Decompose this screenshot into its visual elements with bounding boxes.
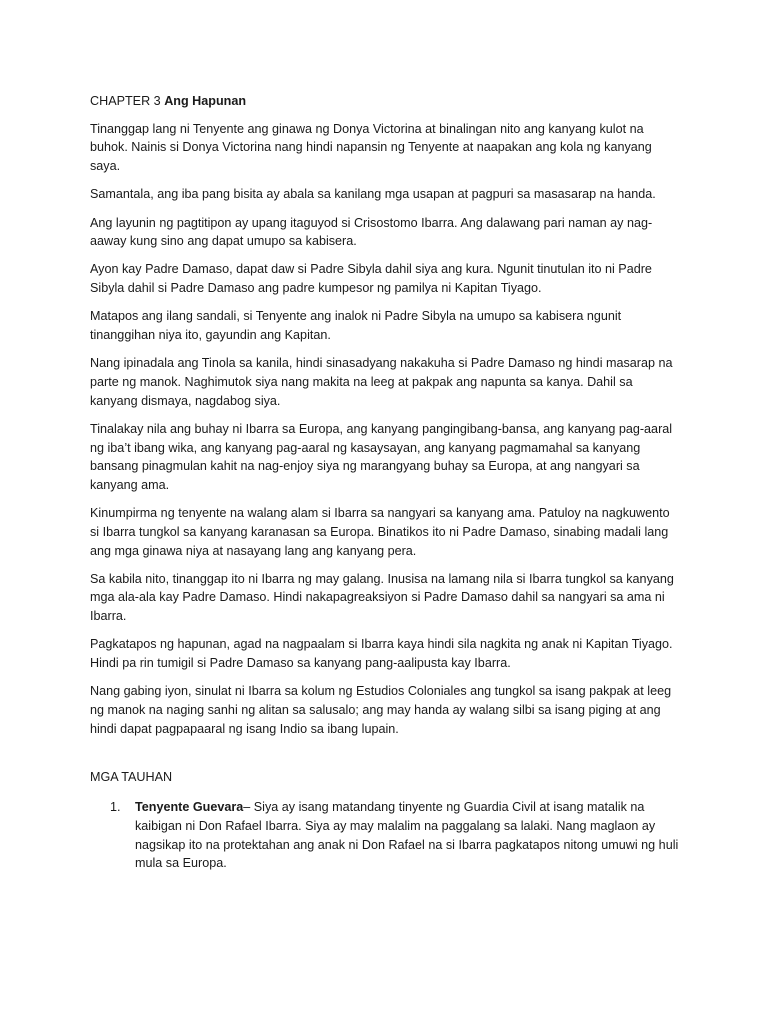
- chapter-title: Ang Hapunan: [164, 94, 247, 108]
- paragraph: Kinumpirma ng tenyente na walang alam si Ibarra sa nangyari sa kanyang ama. Patuloy na nagkuwento si Ibarra tungkol sa kanyang karanasan sa Europa. Binatikos ito ni Padre Damaso, sinabing madali lang ang mga ginawa niya at nasayang lang ang kanyang pera.: [90, 506, 670, 558]
- list-number: 1.: [110, 800, 121, 815]
- chapter-heading: [90, 92, 682, 111]
- paragraph: Ayon kay Padre Damaso, dapat daw si Padre Sibyla dahil siya ang kura. Ngunit tinutulan ito ni Padre Sibyla dahil si Padre Damaso ang padre kumpesor ng pamilya ni Kapitan Tiyago.: [90, 262, 652, 296]
- paragraph: Samantala, ang iba pang bisita ay abala sa kanilang mga usapan at pagpuri sa masasarap na handa.: [90, 187, 656, 202]
- chapter-label: CHAPTER 3: [90, 94, 161, 108]
- paragraph: Pagkatapos ng hapunan, agad na nagpaalam si Ibarra kaya hindi sila nagkita ng anak ni Kapitan Tiyago. Hindi pa rin tumigil si Padre Damaso sa kanyang pang-aalipusta kay Ibarra.: [90, 637, 673, 671]
- character-name: Tenyente Guevara: [135, 800, 244, 815]
- character-list: [90, 798, 682, 873]
- section-heading: MGA TAUHAN: [90, 770, 173, 785]
- character-description: – Siya ay isang matandang tinyente ng Guardia Civil at isang matalik na kaibigan ni Don Rafael Ibarra. Siya ay may malalim na paggalang sa lalaki. Nang maglaon ay nagsikap ito na protektahan ang anak ni Don Rafael na si Ibarra pagkatapos nitong umuwi ng huli mula sa Europa.: [135, 800, 679, 871]
- paragraph: Sa kabila nito, tinanggap ito ni Ibarra ng may galang. Inusisa na lamang nila si Ibarra tungkol sa kanyang mga ala-ala kay Padre Damaso. Hindi nakapagreaksiyon si Padre Damaso dahil sa nangyari sa ama ni Ibarra.: [90, 571, 674, 624]
- paragraph: Tinalakay nila ang buhay ni Ibarra sa Europa, ang kanyang pangingibang-bansa, ang kanyang pag-aaral ng iba’t ibang wika, ang kanyang pag-aaral ng kasaysayan, ang kanyang pagmamahal sa kanyang bansang pinagmulan kahit na nag-enjoy siya ng marangyang buhay sa Europa, at ang nangyari sa kanyang ama.: [90, 421, 673, 492]
- paragraph: Nang gabing iyon, sinulat ni Ibarra sa kolum ng Estudios Coloniales ang tungkol sa isang pakpak at leeg ng manok na naging sanhi ng alitan sa salusalo; ang may handa ay walang silbi sa isang piging at ang hindi dapat pagpapaaral ng isang Indio sa ibang lupain.: [90, 684, 672, 736]
- paragraph: Tinanggap lang ni Tenyente ang ginawa ng Donya Victorina at binalingan nito ang kanyang kulot na buhok. Nainis si Donya Victorina nang hindi napansin ng Tenyente at naapakan ang kola ng kanyang saya.: [90, 121, 652, 174]
- document-page: [90, 92, 682, 873]
- paragraph: Nang ipinadala ang Tinola sa kanila, hindi sinasadyang nakakuha si Padre Damaso ng hindi masarap na parte ng manok. Naghimutok siya nang makita na leeg at pakpak ang napunta sa kanya. Dahil sa kanyang dismaya, nagdabog siya.: [90, 356, 673, 408]
- paragraph: Matapos ang ilang sandali, si Tenyente ang inalok ni Padre Sibyla na umupo sa kabisera ngunit tinanggihan niya ito, gayundin ang Kapitan.: [90, 309, 622, 343]
- character-list-item: [90, 798, 682, 873]
- paragraph: Ang layunin ng pagtitipon ay upang itaguyod si Crisostomo Ibarra. Ang dalawang pari naman ay nag-aaway kung sino ang dapat umupo sa kabisera.: [90, 215, 653, 249]
